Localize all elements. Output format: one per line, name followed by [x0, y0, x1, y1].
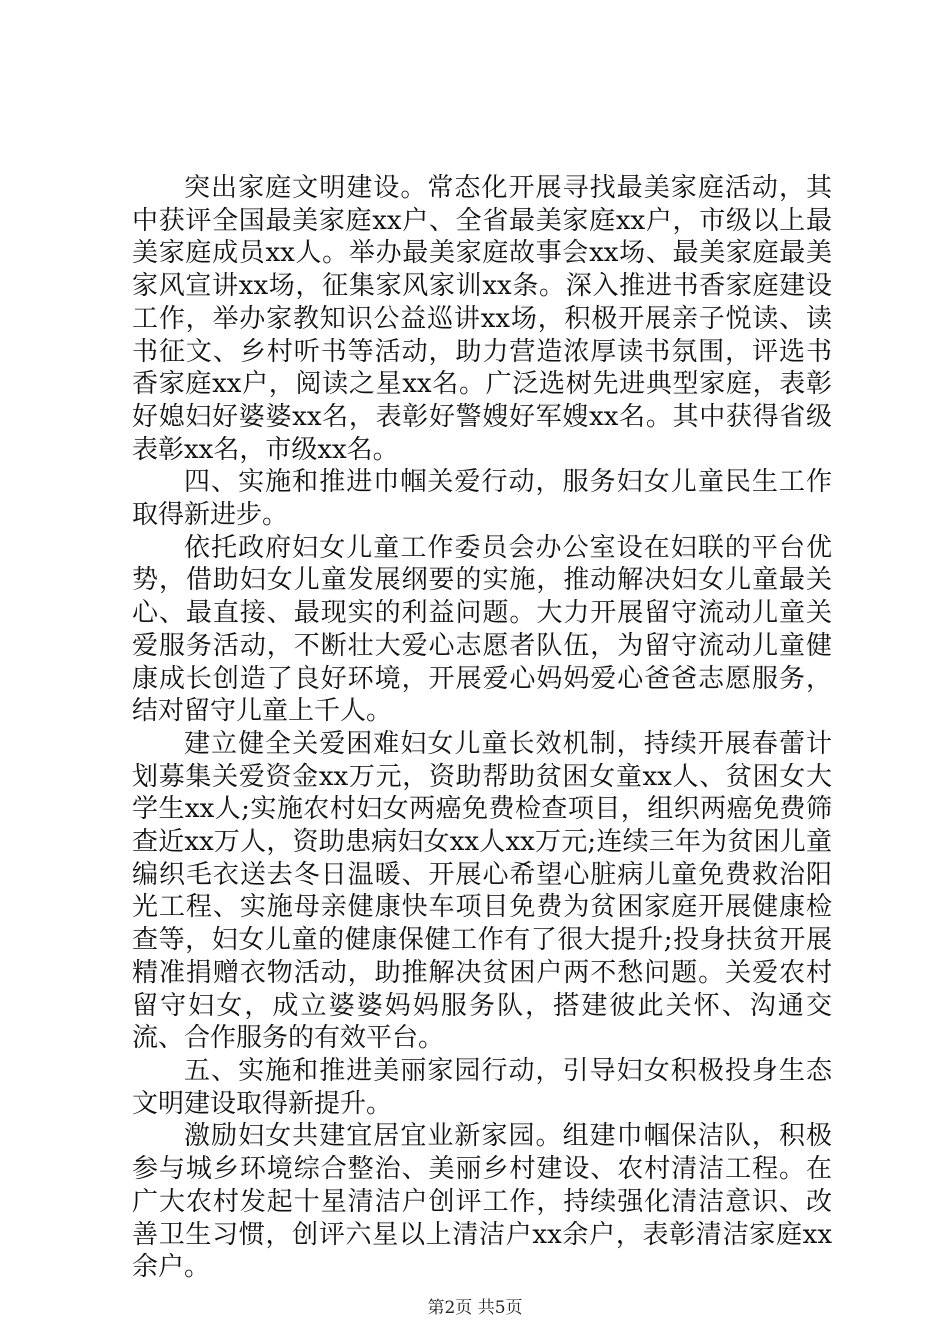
section-heading-beautiful-home: 五、实施和推进美丽家园行动，引导妇女积极投身生态文明建设取得新提升。: [132, 1055, 832, 1119]
paragraph-children-services: 依托政府妇女儿童工作委员会办公室设在妇联的平台优势，借助妇女儿童发展纲要的实施，推动解决妇女儿童最关心、最直接、最现实的利益问题。大力开展留守流动儿童关爱服务活动，不断壮大爱心志愿者队伍，为留守流动儿童健康成长创造了良好环境，开展爱心妈妈爱心爸爸志愿服务，结对留守儿童上千人。: [132, 532, 832, 727]
paragraph-family-civilization: 突出家庭文明建设。常态化开展寻找最美家庭活动，其中获评全国最美家庭xx户、全省最美家庭xx户，市级以上最美家庭成员xx人。举办最美家庭故事会xx场、最美家庭最美家风宣讲xx场，征集家风家训xx条。深入推进书香家庭建设工作，举办家教知识公益巡讲xx场，积极开展亲子悦读、读书征文、乡村听书等活动，助力营造浓厚读书氛围，评选书香家庭xx户，阅读之星xx名。广泛选树先进典型家庭，表彰好媳妇好婆婆xx名，表彰好警嫂好军嫂xx名。其中获得省级表彰xx名，市级xx名。: [132, 173, 832, 465]
document-body: [132, 172, 832, 1284]
section-heading-care-action: 四、实施和推进巾帼关爱行动，服务妇女儿童民生工作取得新进步。: [132, 467, 832, 531]
page-number-footer: 第2页 共5页: [427, 1298, 523, 1318]
paragraph-care-mechanism: 建立健全关爱困难妇女儿童长效机制，持续开展春蕾计划募集关爱资金xx万元，资助帮助贫困女童xx人、贫困女大学生xx人;实施农村妇女两癌免费检查项目，组织两癌免费筛查近xx万人，资助患病妇女xx人xx万元;连续三年为贫困儿童编织毛衣送去冬日温暖、开展心希望心脏病儿童免费救治阳光工程、实施母亲健康快车项目免费为贫困家庭开展健康检查等，妇女儿童的健康保健工作有了很大提升;投身扶贫开展精准捐赠衣物活动，助推解决贫困户两不愁问题。关爱农村留守妇女，成立婆婆妈妈服务队，搭建彼此关怀、沟通交流、合作服务的有效平台。: [132, 728, 832, 1054]
paragraph-livable-home: 激励妇女共建宜居宜业新家园。组建巾帼保洁队，积极参与城乡环境综合整治、美丽乡村建设、农村清洁工程。在广大农村发起十星清洁户创评工作，持续强化清洁意识、改善卫生习惯，创评六星以上清洁户xx余户，表彰清洁家庭xx余户。: [132, 1121, 832, 1283]
